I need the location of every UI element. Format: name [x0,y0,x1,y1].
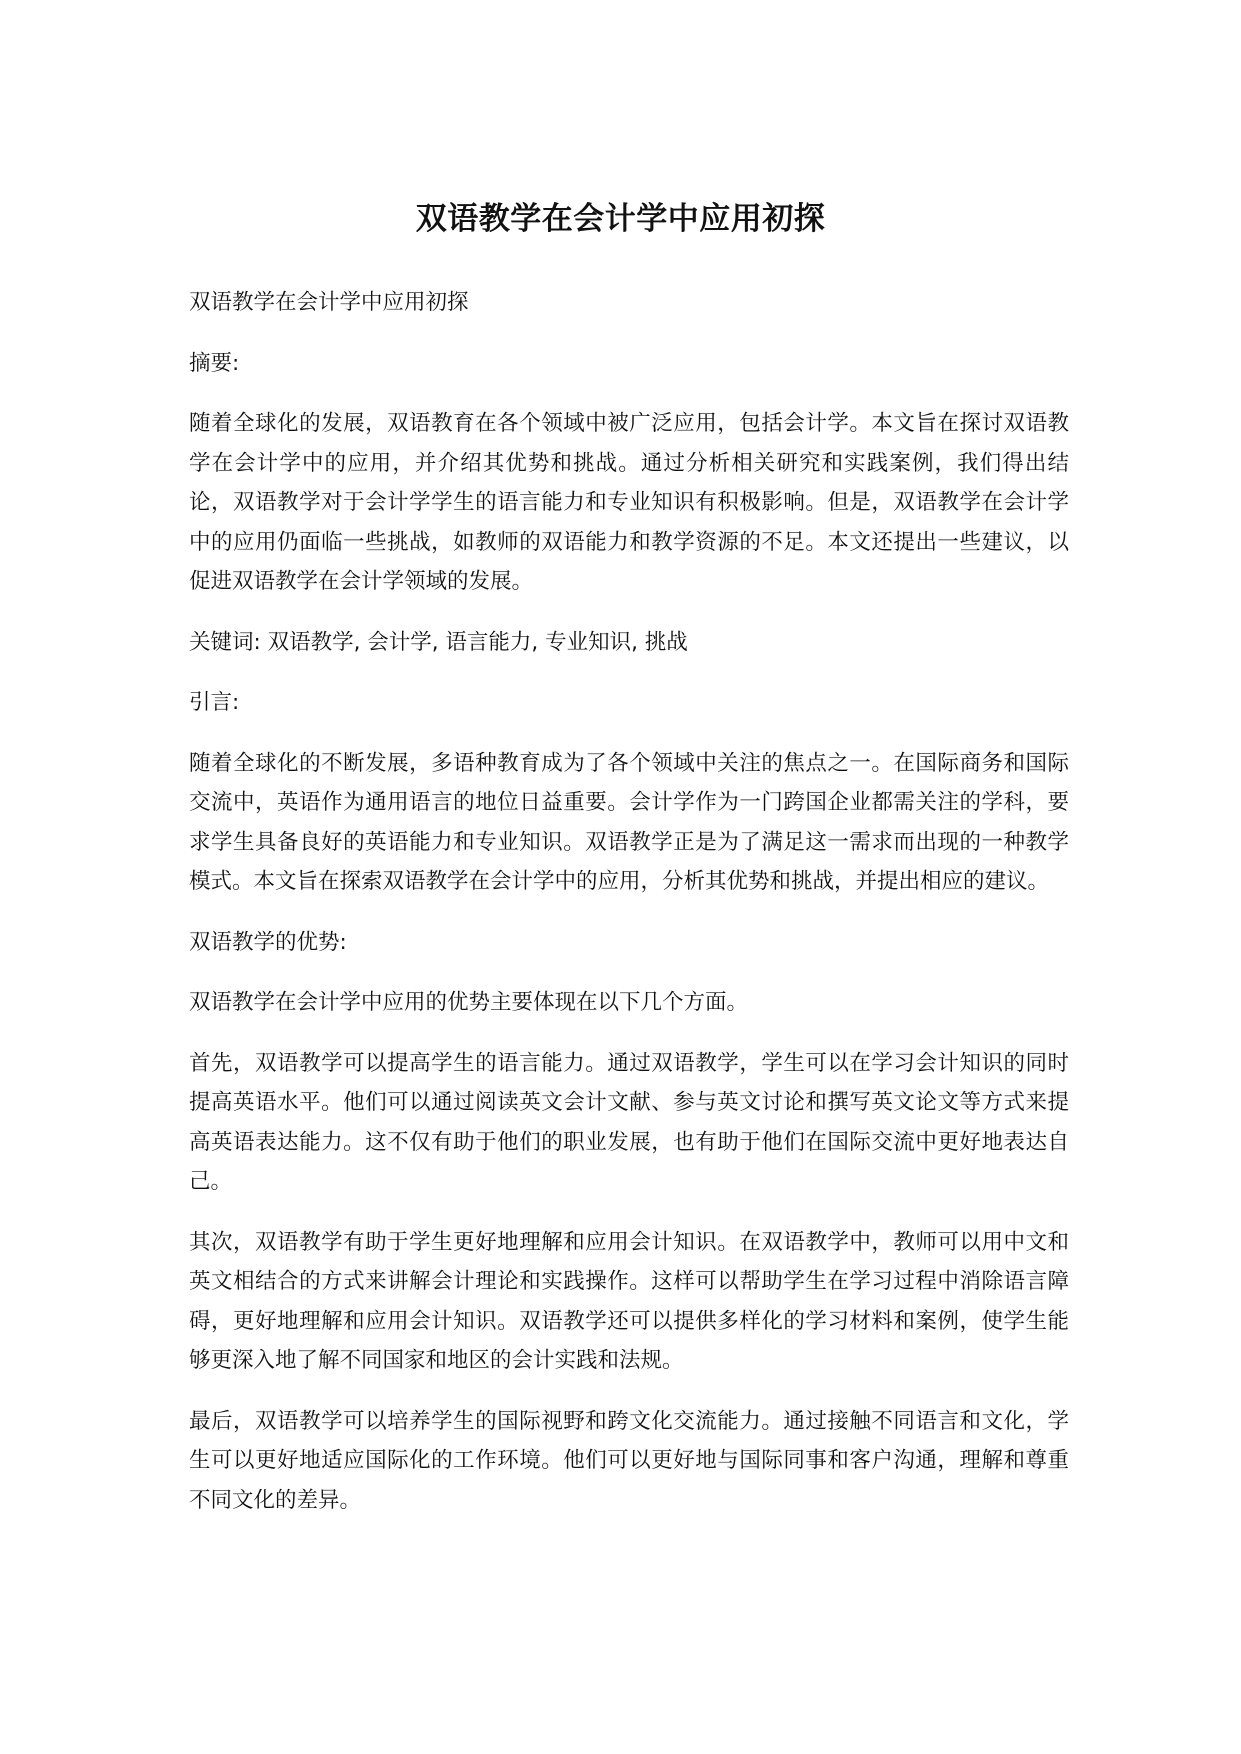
advantage-first-paragraph: 首先，双语教学可以提高学生的语言能力。通过双语教学，学生可以在学习会计知识的同时提高英语水平。他们可以通过阅读英文会计文献、参与英文讨论和撰写英文论文等方式来提高英语表达能力。这不仅有助于他们的职业发展，也有助于他们在国际交流中更好地表达自己。 [189,1050,1069,1194]
introduction-paragraph: 随着全球化的不断发展，多语种教育成为了各个领域中关注的焦点之一。在国际商务和国际交流中，英语作为通用语言的地位日益重要。会计学作为一门跨国企业都需关注的学科，要求学生具备良好的英语能力和专业知识。双语教学正是为了满足这一需求而出现的一种教学模式。本文旨在探索双语教学在会计学中的应用，分析其优势和挑战，并提出相应的建议。 [189,750,1069,894]
keywords-paragraph: 关键词: 双语教学, 会计学, 语言能力, 专业知识, 挑战 [189,629,688,655]
advantages-heading: 双语教学的优势: [189,929,347,955]
advantage-last-paragraph: 最后，双语教学可以培养学生的国际视野和跨文化交流能力。通过接触不同语言和文化，学生可以更好地适应国际化的工作环境。他们可以更好地与国际同事和客户沟通，理解和尊重不同文化的差异。 [189,1408,1069,1513]
abstract-heading: 摘要: [189,350,240,376]
advantage-second-paragraph: 其次，双语教学有助于学生更好地理解和应用会计知识。在双语教学中，教师可以用中文和英文相结合的方式来讲解会计理论和实践操作。这样可以帮助学生在学习过程中消除语言障碍，更好地理解和应用会计知识。双语教学还可以提供多样化的学习材料和案例，使学生能够更深入地了解不同国家和地区的会计实践和法规。 [189,1229,1069,1373]
abstract-paragraph: 随着全球化的发展，双语教育在各个领域中被广泛应用，包括会计学。本文旨在探讨双语教学在会计学中的应用，并介绍其优势和挑战。通过分析相关研究和实践案例，我们得出结论，双语教学对于会计学学生的语言能力和专业知识有积极影响。但是，双语教学在会计学中的应用仍面临一些挑战，如教师的双语能力和教学资源的不足。本文还提出一些建议，以促进双语教学在会计学领域的发展。 [189,411,1069,594]
introduction-heading: 引言: [189,690,240,715]
document-body [189,283,1069,1541]
subtitle-paragraph: 双语教学在会计学中应用初探 [189,290,469,315]
document-title: 双语教学在会计学中应用初探 [415,200,826,237]
advantages-intro-paragraph: 双语教学在会计学中应用的优势主要体现在以下几个方面。 [189,990,749,1015]
